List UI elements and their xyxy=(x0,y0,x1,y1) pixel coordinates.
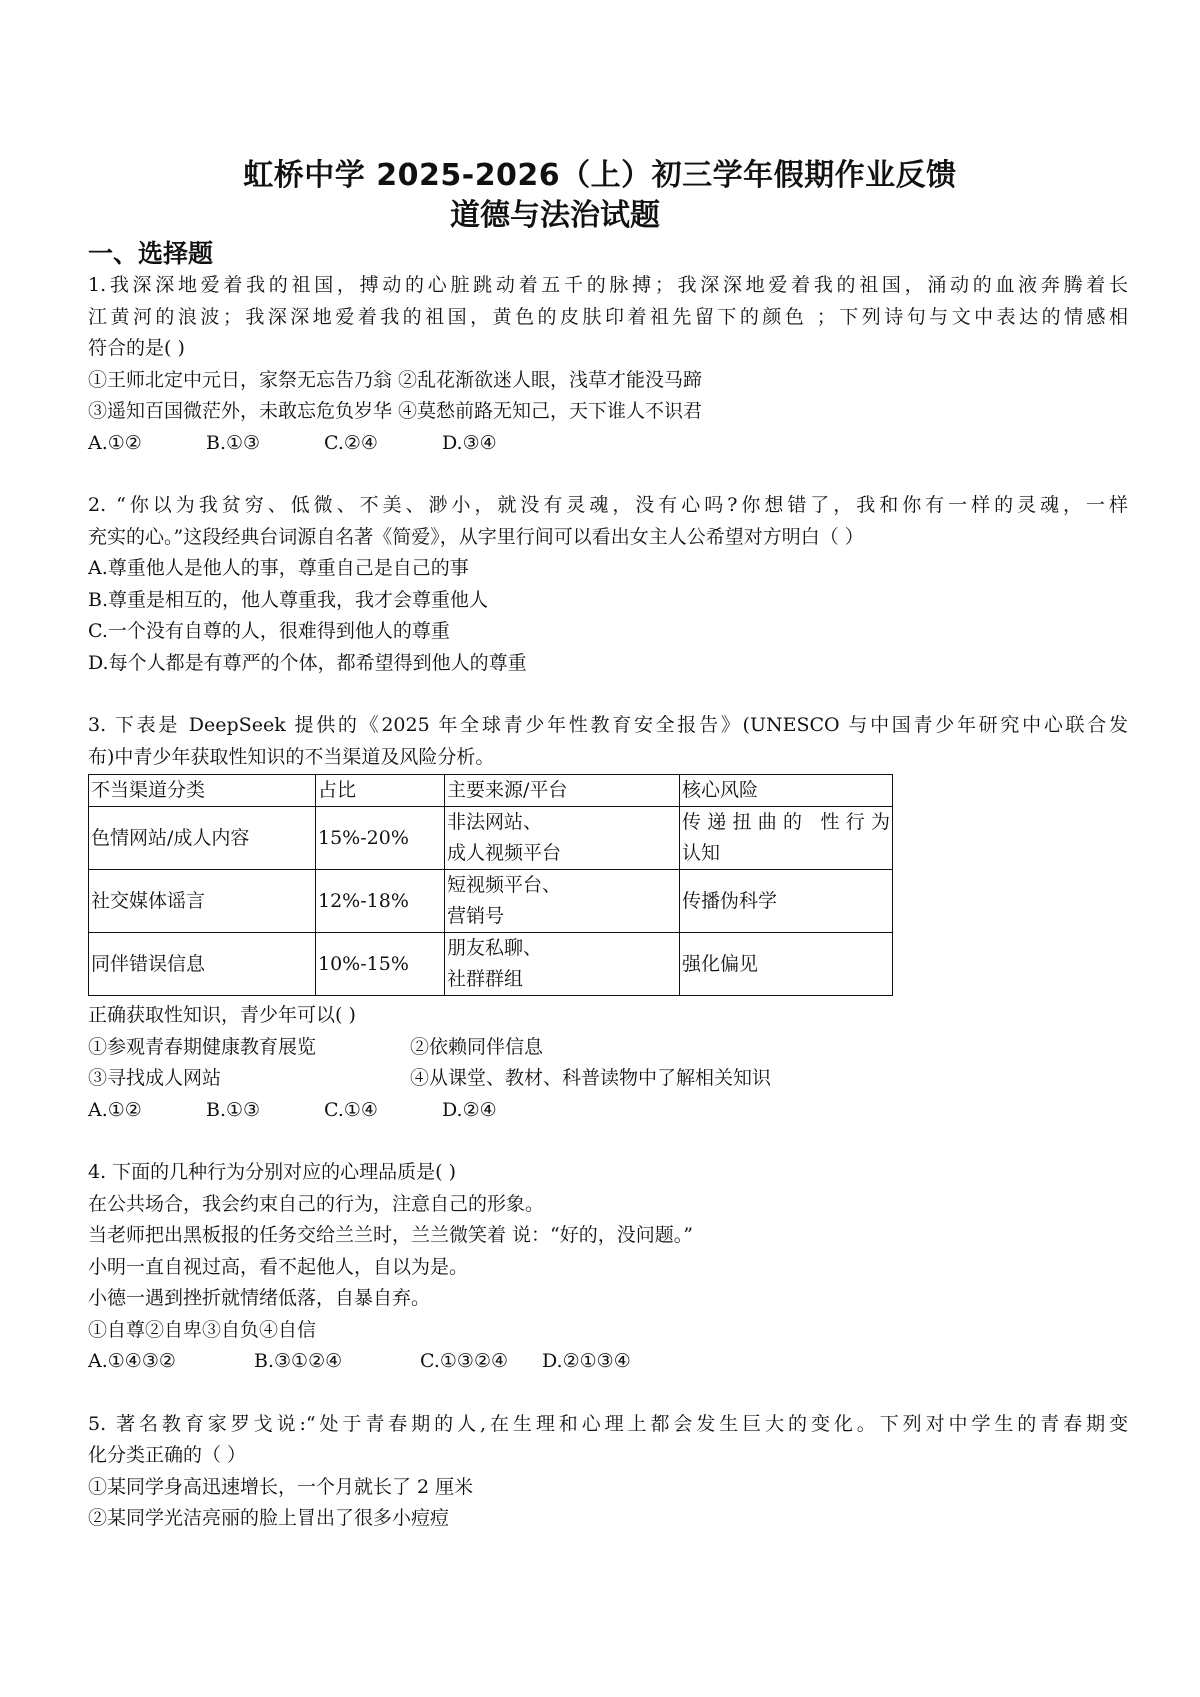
option-a: A.①② xyxy=(88,1098,142,1121)
question-2 xyxy=(88,490,1128,679)
table-header-cell: 占比 xyxy=(316,775,445,807)
question-stem-line: 3. 下表是 DeepSeek 提供的《2025 年全球青少年性教育安全报告》(UNESCO 与中国青少年研究中心联合发 xyxy=(88,714,1128,736)
table-cell-risk: 传播伪科学 xyxy=(680,870,893,933)
options-row xyxy=(88,1346,1128,1378)
scenario-line: 当老师把出黑板报的任务交给兰兰时，兰兰微笑着 说：“好的，没问题。” xyxy=(88,1224,693,1246)
table-header-cell: 不当渠道分类 xyxy=(89,775,316,807)
section-heading: 一、选择题 xyxy=(88,239,214,268)
table-row xyxy=(89,807,893,870)
option-d: D.③④ xyxy=(442,431,497,454)
channel-risk-table xyxy=(88,774,893,996)
table-cell-percent: 15%-20% xyxy=(316,807,445,870)
question-4 xyxy=(88,1157,1128,1378)
spacer xyxy=(88,1378,1128,1409)
option-a: A.①② xyxy=(88,431,142,454)
source-line: 社群群组 xyxy=(447,968,524,990)
scenario-line: 在公共场合，我会约束自己的行为，注意自己的形象。 xyxy=(88,1192,545,1215)
options-row xyxy=(88,428,1128,460)
item-line: ①某同学身高迅速增长，一个月就长了 2 厘米 xyxy=(88,1475,474,1498)
item-line xyxy=(88,1032,1128,1064)
option-d: D.每个人都是有尊严的个体，都希望得到他人的尊重 xyxy=(88,651,527,674)
item-line xyxy=(88,1063,1128,1095)
question-1 xyxy=(88,270,1128,459)
scenario-line: 小德一遇到挫折就情绪低落，自暴自弃。 xyxy=(88,1287,431,1309)
scenario-line: 小明一直自视过高，看不起他人，自以为是。 xyxy=(88,1255,469,1278)
item-line: ①自尊②自卑③自负④自信 xyxy=(88,1318,317,1341)
table-cell-risk: 强化偏见 xyxy=(680,933,893,996)
question-prompt: 正确获取性知识，青少年可以( ) xyxy=(88,1004,356,1026)
risk-line: 传递扭曲的 性行为 xyxy=(682,811,890,833)
option-c: C.一个没有自尊的人，很难得到他人的尊重 xyxy=(88,620,450,642)
table-header-cell: 核心风险 xyxy=(680,775,893,807)
question-stem-line: 江黄河的浪波；我深深地爱着我的祖国，黄色的皮肤印着祖先留下的颜色 ；下列诗句与文中表达的情感相 xyxy=(88,305,1128,328)
table-cell-category: 色情网站/成人内容 xyxy=(89,807,316,870)
source-line: 短视频平台、 xyxy=(447,874,562,896)
item-line: ③遥知百国微茫外，未敢忘危负岁华 ④莫愁前路无知己，天下谁人不识君 xyxy=(88,400,703,422)
spacer xyxy=(88,459,1128,490)
option-c: C.①④ xyxy=(324,1098,378,1121)
question-stem-line: 化分类正确的（ ） xyxy=(88,1444,247,1466)
option-b: B.①③ xyxy=(206,1098,261,1121)
options-row xyxy=(88,1095,1128,1127)
table-cell-percent: 10%-15% xyxy=(316,933,445,996)
question-stem-line: 符合的是( ) xyxy=(88,337,185,359)
table-cell-category: 社交媒体谣言 xyxy=(89,870,316,933)
table-cell-risk xyxy=(680,807,893,870)
option-a: A.尊重他人是他人的事，尊重自己是自己的事 xyxy=(88,557,469,579)
table-cell-percent: 12%-18% xyxy=(316,870,445,933)
question-stem-line: 4. 下面的几种行为分别对应的心理品质是( ) xyxy=(88,1161,457,1183)
table-cell-source xyxy=(445,870,680,933)
question-stem-line: 2. “你以为我贫穷、低微、不美、渺小，就没有灵魂，没有心吗?你想错了，我和你有一样的灵魂，一样 xyxy=(88,494,1128,516)
question-5 xyxy=(88,1409,1128,1535)
table-header-cell: 主要来源/平台 xyxy=(445,775,680,807)
source-line: 成人视频平台 xyxy=(447,842,562,864)
spacer xyxy=(88,679,1128,710)
table-row xyxy=(89,933,893,996)
item-3: ③寻找成人网站 xyxy=(88,1067,222,1089)
table-header-row xyxy=(89,775,893,807)
table-cell-source xyxy=(445,933,680,996)
table-cell-source xyxy=(445,807,680,870)
option-c: C.①③②④ xyxy=(420,1350,509,1372)
page-title: 虹桥中学 2025-2026（上）初三学年假期作业反馈 xyxy=(243,158,957,193)
item-4: ④从课堂、教材、科普读物中了解相关知识 xyxy=(410,1067,772,1089)
option-d: D.②①③④ xyxy=(542,1350,631,1372)
risk-line: 认知 xyxy=(682,842,721,864)
item-line: ①王师北定中元日，家祭无忘告乃翁 ②乱花渐欲迷人眼，浅草才能没马蹄 xyxy=(88,368,703,391)
option-b: B.③①②④ xyxy=(254,1350,343,1372)
option-b: B.尊重是相互的，他人尊重我，我才会尊重他人 xyxy=(88,588,489,611)
table-row xyxy=(89,870,893,933)
page-subtitle: 道德与法治试题 xyxy=(450,198,660,233)
source-line: 朋友私聊、 xyxy=(447,937,543,959)
item-2: ②依赖同伴信息 xyxy=(410,1035,544,1058)
option-a: A.①④③② xyxy=(88,1350,176,1372)
item-line: ②某同学光洁亮丽的脸上冒出了很多小痘痘 xyxy=(88,1507,450,1529)
item-1: ①参观青春期健康教育展览 xyxy=(88,1035,317,1058)
question-stem-line: 5. 著名教育家罗戈说:“处于青春期的人,在生理和心理上都会发生巨大的变化。下列对中学生的青春期变 xyxy=(88,1412,1128,1435)
source-line: 非法网站、 xyxy=(447,811,543,833)
source-line: 营销号 xyxy=(447,905,505,927)
table-cell-category: 同伴错误信息 xyxy=(89,933,316,996)
option-d: D.②④ xyxy=(442,1098,497,1121)
question-stem-line: 1.我深深地爱着我的祖国，搏动的心脏跳动着五千的脉搏；我深深地爱着我的祖国，涌动的血液奔腾着长 xyxy=(88,274,1128,296)
option-c: C.②④ xyxy=(324,431,378,454)
question-stem-line: 充实的心。”这段经典台词源自名著《简爱》，从字里行间可以看出女主人公希望对方明白（ ） xyxy=(88,525,864,548)
question-content xyxy=(88,270,1128,1535)
question-stem-line: 布)中青少年获取性知识的不当渠道及风险分析。 xyxy=(88,745,495,768)
option-b: B.①③ xyxy=(206,431,261,454)
spacer xyxy=(88,1126,1128,1157)
question-3 xyxy=(88,710,1128,1126)
